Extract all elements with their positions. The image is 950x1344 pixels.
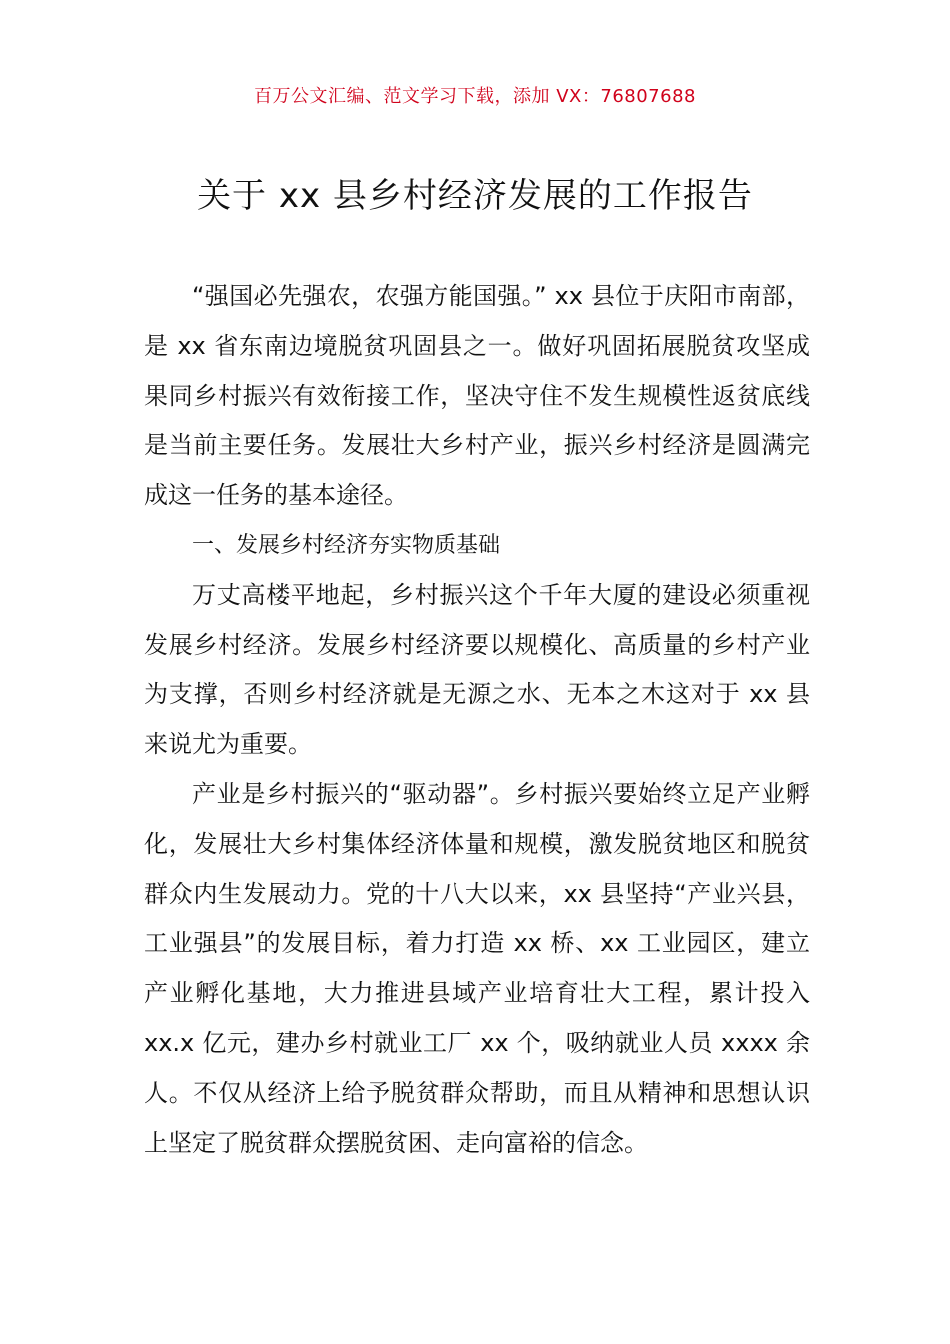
paragraph-section1-b: 产业是乡村振兴的“驱动器”。乡村振兴要始终立足产业孵化，发展壮大乡村集体经济体量和规模，激发脱贫地区和脱贫群众内生发展动力。党的十八大以来，xx 县坚持“产业兴县，工业强县”的发展目标，着力打造 xx 桥、xx 工业园区，建立产业孵化基地，大力推进县域产业培育壮大工程，累计投入 xx.x 亿元，建办乡村就业工厂 xx 个，吸纳就业人员 xxxx 余人。不仅从经济上给予脱贫群众帮助，而且从精神和思想认识上坚定了脱贫群众摆脱贫困、走向富裕的信念。 — [144, 779, 810, 1157]
document-body — [144, 272, 810, 1168]
paragraph-intro: “强国必先强农，农强方能国强。” xx 县位于庆阳市南部，是 xx 省东南边境脱贫巩固县之一。做好巩固拓展脱贫攻坚成果同乡村振兴有效衔接工作，坚决守住不发生规模性返贫底线是当前主要任务。发展壮大乡村产业，振兴乡村经济是圆满完成这一任务的基本途径。 — [144, 282, 810, 510]
section-heading-1: 一、发展乡村经济夯实物质基础 — [192, 532, 501, 558]
promo-header: 百万公文汇编、范文学习下载，添加 VX：76807688 — [254, 86, 696, 107]
paragraph-section1-a: 万丈高楼平地起，乡村振兴这个千年大厦的建设必须重视发展乡村经济。发展乡村经济要以规模化、高质量的乡村产业为支撑，否则乡村经济就是无源之水、无本之木这对于 xx 县来说尤为重要。 — [144, 580, 810, 759]
document-title: 关于 xx 县乡村经济发展的工作报告 — [197, 176, 753, 216]
